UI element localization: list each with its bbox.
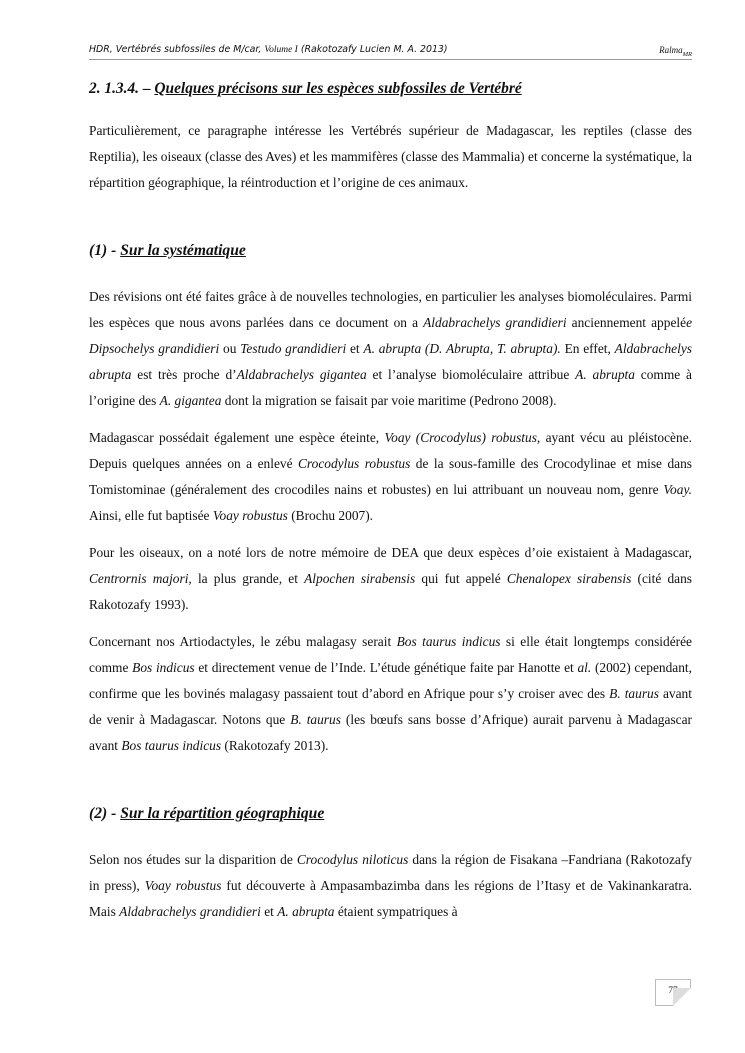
- text-run: dont la migration se faisait par voie maritime (Pedrono 2008).: [221, 393, 557, 408]
- paragraph-oiseaux: [89, 540, 692, 618]
- header-initials: [659, 45, 692, 58]
- page-number: 77: [668, 986, 678, 996]
- text-run: (Brochu 2007).: [287, 508, 374, 523]
- text-run: si elle était longtemps considérée comme: [89, 634, 692, 675]
- paragraph-artiodactyles: [89, 629, 692, 759]
- text-run: fut découverte à Ampasambazimba dans les régions de l’Itasy et de Vakinankaratra. Mais: [89, 878, 692, 919]
- species-name: Bos taurus indicus: [121, 738, 222, 753]
- species-name: Aldabrachelys grandidieri: [423, 315, 567, 330]
- text-run: la plus grande, et: [191, 571, 305, 586]
- species-name: Crocodylus niloticus: [296, 852, 409, 867]
- species-name: A. abrupta: [575, 367, 635, 382]
- text-run: (Rakotozafy 2013).: [221, 738, 329, 753]
- text-run: (les bœufs sans bosse d’Afrique) aurait parvenu à Madagascar avant: [89, 712, 692, 753]
- species-name: Centrornis majori,: [89, 571, 192, 586]
- text-run: de la sous-famille des Crocodylinae et mise dans Tomistominae (généralement des crocodiles nains et robustes) en lui attribuant un nouveau nom, genre: [89, 456, 692, 497]
- text-run: Selon nos études sur la disparition de: [89, 852, 297, 867]
- text-run: dans la région de Fisakana –Fandriana (Rakotozafy in press),: [89, 852, 692, 893]
- text-run: anciennement appelé: [566, 315, 687, 330]
- subsection-title: Sur la systématique: [120, 242, 246, 259]
- text-run: , ayant vécu au pléistocène. Depuis quelques années on a enlevé: [89, 430, 692, 471]
- page-content: [89, 78, 692, 936]
- species-name: Aldabrachelys grandidieri: [119, 904, 261, 919]
- running-header: [89, 44, 692, 55]
- species-name: e Dipsochelys grandidieri: [89, 315, 693, 356]
- subsection-number: (1) -: [89, 242, 121, 259]
- species-name: A. abrupta (D. Abrupta, T. abrupta).: [363, 341, 561, 356]
- page-curl-icon: [673, 988, 691, 1006]
- species-name: Aldabrachelys gigantea: [236, 367, 367, 382]
- text-run: et: [260, 904, 278, 919]
- species-name: Bos indicus: [132, 660, 195, 675]
- section-title-text: Quelques précisons sur les espèces subfossiles de Vertébré: [154, 80, 522, 97]
- text-run: Des révisions ont été faites grâce à de nouvelles technologies, en particulier les analyses biomoléculaires. Parmi les espèces que nous avons parlées dans ce document on a: [89, 289, 692, 330]
- species-name: A. abrupta: [277, 904, 335, 919]
- text-run: Concernant nos Artiodactyles, le zébu malagasy serait: [89, 634, 397, 649]
- text-run: comme à l’origine des: [89, 367, 692, 408]
- species-name: B. taurus: [609, 686, 659, 701]
- species-name: Aldabrachelys abrupta: [89, 341, 692, 382]
- species-name: al.: [577, 660, 592, 675]
- text-run: est très proche d’: [131, 367, 237, 382]
- species-name: A. gigantea: [159, 393, 222, 408]
- header-divider: [89, 59, 692, 60]
- text-run: avant de venir à Madagascar. Notons que: [89, 686, 692, 727]
- species-name: B. taurus: [290, 712, 341, 727]
- text-run: Madagascar possédait également une espèce éteinte,: [89, 430, 385, 445]
- text-run: qui fut appelé: [415, 571, 507, 586]
- species-name: Testudo grandidieri: [240, 341, 347, 356]
- header-title: HDR, Vertébrés subfossiles de M/car,: [89, 44, 265, 55]
- page-number-box: [655, 979, 691, 1006]
- header-initials-main: Ralma: [659, 45, 683, 55]
- subsection-number: (2) -: [89, 805, 121, 822]
- species-name: Voay (Crocodylus) robustus: [384, 430, 537, 445]
- species-name: Crocodylus robustus: [298, 456, 411, 471]
- text-run: En effet,: [560, 341, 615, 356]
- paragraph-revisions: [89, 284, 692, 414]
- text-run: Ainsi, elle fut baptisée: [89, 508, 213, 523]
- text-run: et directement venue de l’Inde. L’étude génétique faite par Hanotte et: [194, 660, 578, 675]
- text-run: et: [346, 341, 364, 356]
- species-name: Chenalopex sirabensis: [506, 571, 632, 586]
- intro-paragraph: Particulièrement, ce paragraphe intéresse les Vertébrés supérieur de Madagascar, les reptiles (classe des Reptilia), les oiseaux (classe des Aves) et les mammifères (classe des Mammalia) et concerne la systématique, la répartition géographique, la réintroduction et l’origine de ces animaux.: [89, 123, 692, 190]
- subsection-heading-systematique: [89, 240, 692, 262]
- species-name: Voay robustus: [144, 878, 222, 893]
- text-run: et l’analyse biomoléculaire attribue: [366, 367, 576, 382]
- species-name: Alpochen sirabensis: [304, 571, 416, 586]
- subsection-heading-repartition: [89, 803, 692, 825]
- species-name: Voay robustus: [212, 508, 288, 523]
- text-run: étaient sympatriques à: [334, 904, 458, 919]
- paragraph-crocodile: [89, 425, 692, 529]
- header-initials-sub: MR: [682, 50, 692, 58]
- header-author: (Rakotozafy Lucien M. A. 2013): [297, 44, 448, 55]
- text-run: (2002) cependant, confirme que les bovinés malagasy passaient tout d’abord en Afrique pour s’y croiser avec des: [89, 660, 692, 701]
- subsection-title: Sur la répartition géographique: [120, 805, 325, 822]
- text-run: Pour les oiseaux, on a noté lors de notre mémoire de DEA que deux espèces d’oie existaient à Madagascar,: [89, 545, 692, 560]
- text-run: (cité dans Rakotozafy 1993).: [89, 571, 693, 612]
- species-name: Voay.: [663, 482, 692, 497]
- paragraph-repartition: [89, 847, 692, 925]
- section-title: [89, 78, 692, 100]
- text-run: ou: [219, 341, 241, 356]
- header-volume: Volume I: [264, 45, 298, 55]
- species-name: Bos taurus indicus: [396, 634, 501, 649]
- section-number: 2. 1.3.4. –: [89, 80, 155, 97]
